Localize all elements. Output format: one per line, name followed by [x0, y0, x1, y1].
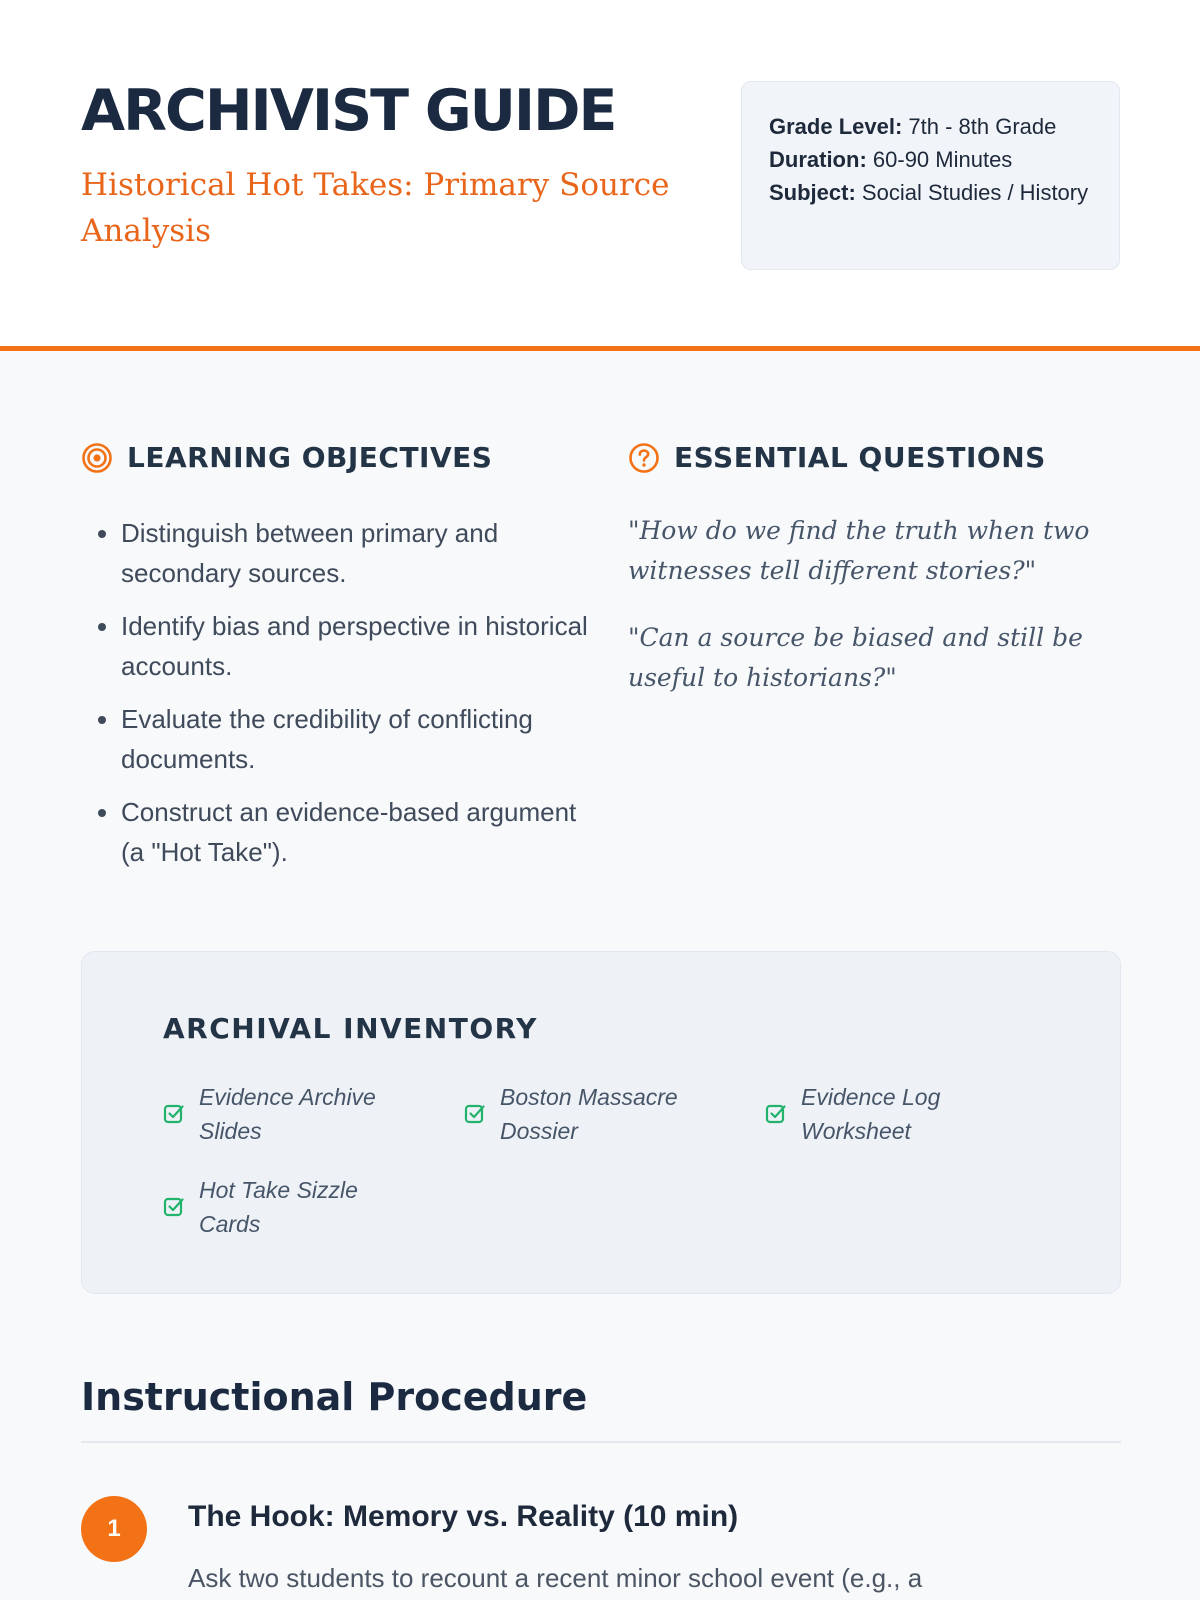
checkbox-checked-icon [464, 1103, 486, 1125]
header [0, 0, 1200, 351]
subject-value: Social Studies / History [861, 180, 1089, 205]
objectives-list [91, 513, 591, 885]
inventory-item-label: Hot Take Sizzle Cards [199, 1177, 358, 1237]
divider [81, 1441, 1121, 1443]
grade-level-value: 7th - 8th Grade [908, 114, 1057, 139]
step-title: The Hook: Memory vs. Reality (10 min) [188, 1500, 739, 1533]
duration-row [769, 143, 1093, 176]
page-subtitle: Historical Hot Takes: Primary Source Analysis [81, 167, 670, 249]
subject-row [769, 176, 1093, 209]
essential-questions-heading [628, 441, 1046, 474]
list-item: • Distinguish between primary and secondary sources. [121, 513, 591, 593]
procedure-heading: Instructional Procedure [81, 1375, 588, 1419]
target-icon [81, 442, 113, 474]
question-circle-icon [628, 442, 660, 474]
subject-label: Subject: [769, 180, 856, 205]
learning-objectives-title: LEARNING OBJECTIVES [127, 441, 493, 474]
inventory-item [765, 1080, 1025, 1148]
grade-level-row [769, 110, 1093, 143]
list-item: • Evaluate the credibility of conflicting documents. [121, 699, 591, 779]
list-item: • Construct an evidence-based argument (a "Hot Take"). [121, 792, 591, 872]
grade-level-label: Grade Level: [769, 114, 903, 139]
step-text: Ask two students to recount a recent minor school event (e.g., a [188, 1563, 923, 1593]
inventory-item [464, 1080, 724, 1148]
inventory-item [163, 1173, 423, 1241]
step-number-badge: 1 [81, 1496, 147, 1562]
learning-objectives-heading [81, 441, 492, 474]
inventory-item-label: Boston Massacre Dossier [500, 1084, 678, 1144]
checkbox-checked-icon [163, 1103, 185, 1125]
list-item: • Identify bias and perspective in historical accounts. [121, 606, 591, 686]
lesson-meta-card [741, 81, 1120, 270]
checkbox-checked-icon [765, 1103, 787, 1125]
duration-label: Duration: [769, 147, 867, 172]
inventory-item [163, 1080, 423, 1148]
essential-question: "How do we find the truth when two witnesses tell different stories?" [628, 516, 1090, 585]
duration-value: 60-90 Minutes [872, 147, 1013, 172]
archival-inventory-card [81, 951, 1121, 1294]
archival-inventory-heading: ARCHIVAL INVENTORY [163, 1012, 538, 1045]
page-title: ARCHIVIST GUIDE [81, 78, 616, 144]
essential-questions-title: ESSENTIAL QUESTIONS [674, 441, 1046, 474]
inventory-item-label: Evidence Log Worksheet [801, 1084, 941, 1144]
checkbox-checked-icon [163, 1196, 185, 1218]
essential-question: "Can a source be biased and still be useful to historians?" [628, 623, 1083, 692]
inventory-item-label: Evidence Archive Slides [199, 1084, 376, 1144]
